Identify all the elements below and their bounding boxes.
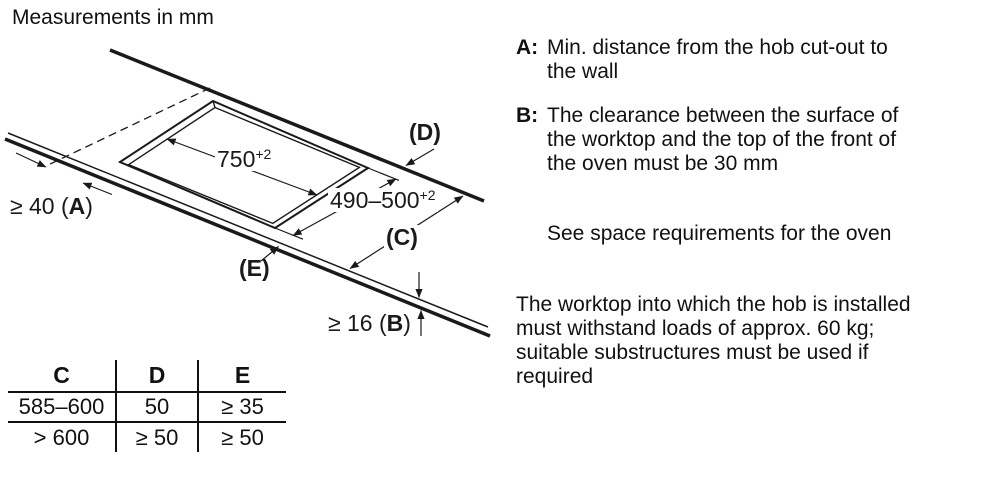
table-header-c: C xyxy=(8,360,116,392)
label-e: (E) xyxy=(239,255,270,281)
dim-750-tolerance: +2 xyxy=(255,146,272,163)
dim-750-value: 750 xyxy=(217,146,256,172)
table-cell: 50 xyxy=(116,392,198,422)
table-cell: ≥ 50 xyxy=(221,424,264,450)
cutout-extension-line-right xyxy=(368,168,399,180)
note-b-key: B: xyxy=(516,104,539,127)
note-a-key: A: xyxy=(516,36,539,59)
note-a-line: the wall xyxy=(547,60,619,83)
dim-750-label xyxy=(215,147,273,171)
label-c: (C) xyxy=(386,224,418,250)
table-row xyxy=(8,392,286,422)
note-see-space xyxy=(516,222,986,246)
note-b-line: the worktop and the top of the front of xyxy=(547,128,897,151)
note-a-line: Min. distance from the hob cut-out to xyxy=(547,36,888,59)
note-worktop-line: suitable substructures must be used if xyxy=(516,341,869,364)
label-b-prefix: ≥ 16 ( xyxy=(328,310,387,336)
note-worktop-line: The worktop into which the hob is installed xyxy=(516,293,911,316)
table-row xyxy=(8,422,286,452)
table-header-e: E xyxy=(198,360,286,392)
dim-490-500-value: 490–500 xyxy=(330,187,420,213)
label-b-letter: B xyxy=(386,310,404,336)
cutout-extension-line-bottom xyxy=(275,228,303,239)
label-a-prefix: ≥ 40 ( xyxy=(10,193,69,219)
cde-spec-table xyxy=(8,360,286,452)
table-header-row xyxy=(8,360,286,392)
note-b xyxy=(516,104,986,176)
note-see-space-line: See space requirements for the oven xyxy=(547,222,892,245)
page-title: Measurements in mm xyxy=(12,6,214,29)
note-b-line: the oven must be 30 mm xyxy=(547,152,779,175)
dim-490-500-tolerance: +2 xyxy=(419,187,436,204)
label-b-suffix: ) xyxy=(403,310,411,336)
label-a xyxy=(8,194,95,218)
note-worktop-line: must withstand loads of approx. 60 kg; xyxy=(516,317,875,340)
note-a xyxy=(516,36,986,84)
label-d-leader-arrow xyxy=(406,149,434,166)
table-cell: ≥ 35 xyxy=(198,392,286,422)
note-b-line: The clearance between the surface of xyxy=(547,104,899,127)
dim-490-500-label xyxy=(328,188,438,212)
label-d: (D) xyxy=(409,119,441,145)
table-cell: > 600 xyxy=(33,424,90,450)
table-cell: 585–600 xyxy=(8,392,116,422)
label-a-suffix: ) xyxy=(85,193,93,219)
label-b xyxy=(326,311,413,335)
table-header-d: D xyxy=(116,360,198,392)
note-worktop xyxy=(516,293,986,389)
table-cell: ≥ 50 xyxy=(116,422,198,452)
label-a-letter: A xyxy=(68,193,86,219)
note-worktop-line: required xyxy=(516,365,594,388)
